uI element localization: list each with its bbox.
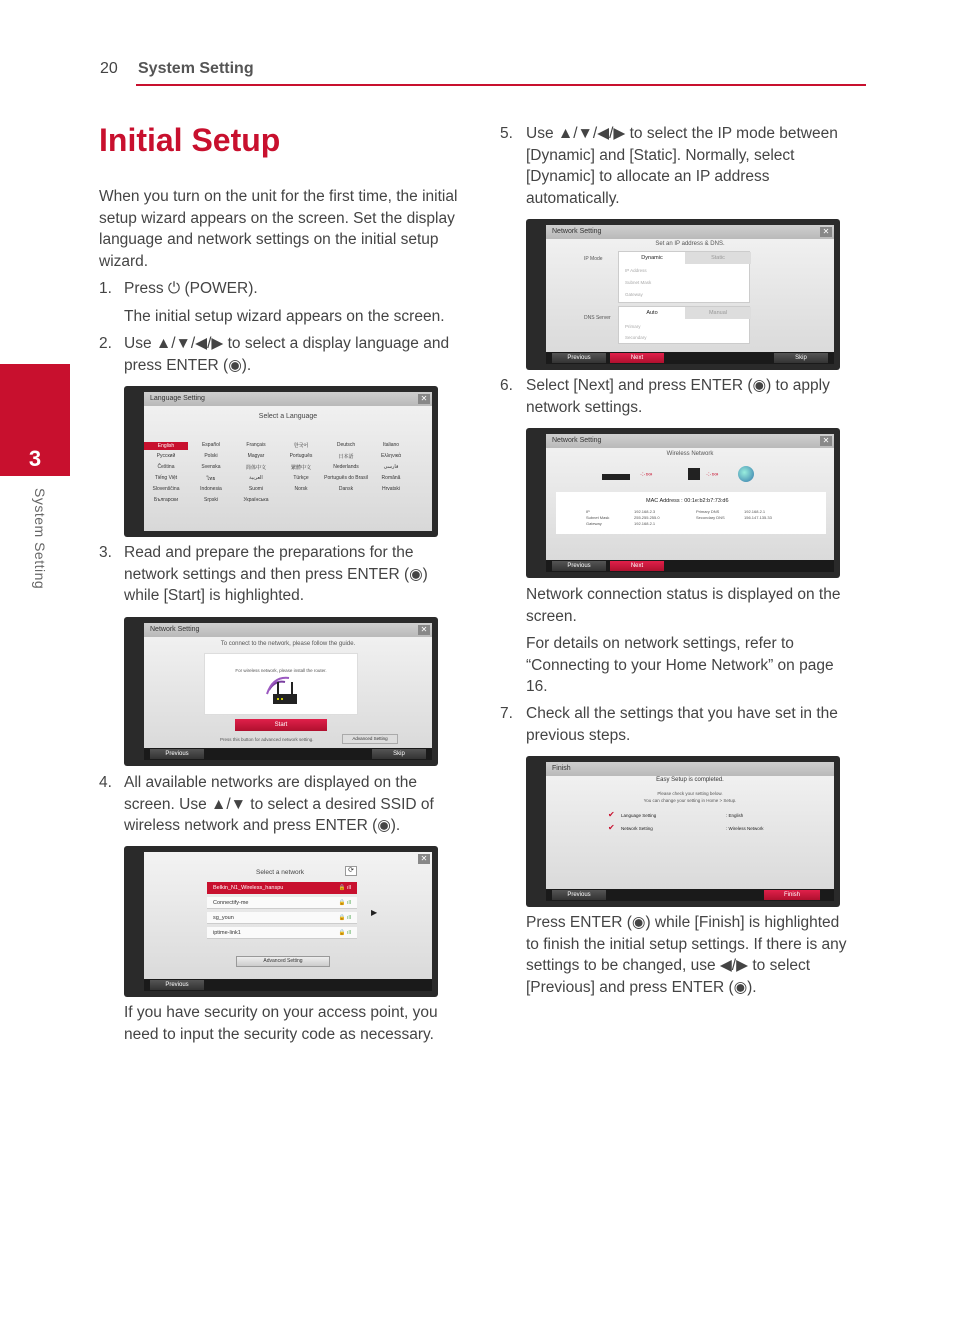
screen-heading: Wireless Network	[666, 451, 714, 457]
step-number: 7.	[500, 705, 513, 722]
dynamic-option[interactable]: Dynamic	[641, 255, 663, 261]
header-rule	[136, 84, 866, 86]
step-number: 6.	[500, 377, 513, 394]
subnet-mask-label: Subnet Mask	[625, 280, 652, 285]
lock-signal-icon: 🔒 ıll	[338, 900, 351, 906]
screen-heading: Set an IP address & DNS.	[655, 241, 725, 247]
signal-arrows-icon: ·:·»»	[706, 472, 719, 478]
language-option[interactable]: English	[144, 442, 188, 450]
language-option[interactable]: Español	[201, 442, 221, 448]
language-option[interactable]: Français	[246, 442, 266, 448]
mac-address: MAC Address : 00:1e:b2:b7:73:d6	[646, 498, 729, 504]
advanced-hint: Press this button for advanced network setting.	[220, 737, 314, 742]
check-icon: ✔	[608, 823, 615, 832]
language-option[interactable]: Български	[153, 497, 179, 503]
language-option[interactable]: Indonesia	[200, 486, 222, 492]
screen-heading: Select a Language	[258, 413, 318, 420]
subnet-label: Subnet Mask	[586, 515, 610, 520]
screen-heading: To connect to the network, please follow the guide.	[220, 641, 356, 647]
scroll-right-icon[interactable]: ▶	[371, 908, 378, 917]
step-text: Select [Next] and press ENTER (◉) to apply network settings.	[526, 377, 830, 416]
network-item-selected[interactable]: Belkin_N1_Wireless_hanspu 🔒 ıll	[207, 882, 357, 894]
language-option[interactable]: 简体中文	[245, 465, 266, 471]
advanced-setting-button[interactable]: Advanced Setting	[236, 956, 330, 967]
screen-title: Language Setting	[144, 392, 432, 406]
subnet-value: 255.255.255.0	[634, 515, 660, 520]
intro-paragraph: When you turn on the unit for the first time, the initial setup wizard appears on the screen. Set the display language and network settings on the initial setup wizard.	[99, 188, 458, 270]
previous-button[interactable]: Previous	[150, 980, 204, 990]
language-option[interactable]: Português	[289, 453, 313, 459]
language-option[interactable]: Deutsch	[336, 442, 356, 448]
signal-arrows-icon: ·:·»»	[640, 472, 653, 478]
lock-signal-icon: 🔒 ıll	[338, 885, 351, 891]
refresh-icon[interactable]: ⟳	[345, 866, 357, 876]
language-option[interactable]: Português do Brasil	[324, 475, 368, 481]
lock-signal-icon: 🔒 ıll	[338, 930, 351, 936]
section-header: System Setting	[138, 60, 254, 77]
ip-label: IP	[586, 509, 590, 514]
screen-title: Network Setting	[144, 623, 432, 637]
gateway-label: Gateway	[625, 292, 643, 297]
close-icon: ✕	[418, 394, 430, 404]
language-option[interactable]: ไทย	[206, 476, 216, 482]
screen-heading: Easy Setup is completed.	[656, 777, 724, 783]
language-setting-value: : English	[726, 813, 744, 818]
router-panel	[204, 653, 358, 715]
finish-button[interactable]: Finish	[764, 890, 820, 900]
dns-panel	[618, 306, 750, 344]
network-item[interactable]: sg_youn 🔒 ıll	[207, 912, 357, 924]
network-item[interactable]: iptime-link1 🔒 ıll	[207, 927, 357, 939]
player-icon	[602, 474, 630, 480]
check-icon: ✔	[608, 810, 615, 819]
previous-button[interactable]: Previous	[150, 749, 204, 759]
chapter-number: 3	[28, 446, 42, 471]
language-setting-label: Language Setting	[621, 813, 657, 818]
step-subtext: The initial setup wizard appears on the screen.	[124, 308, 445, 325]
language-option[interactable]: Suomi	[248, 486, 264, 492]
step-text: Use ▲/▼/◀/▶ to select a display language and press ENTER (◉).	[124, 335, 450, 374]
language-option[interactable]: العربية	[249, 475, 263, 481]
lock-signal-icon: 🔒 ıll	[338, 915, 351, 921]
language-option[interactable]: Русский	[156, 453, 176, 459]
previous-button[interactable]: Previous	[552, 561, 606, 571]
step-number: 1.	[99, 280, 112, 297]
step-number: 2.	[99, 335, 112, 352]
network-setting-value: : Wireless Network	[726, 826, 764, 831]
page-number: 20	[100, 60, 118, 77]
gateway-value: 192.168.2.1	[634, 521, 656, 526]
language-setting-screenshot	[124, 386, 438, 537]
step-text: Read and prepare the preparations for the network settings and then press ENTER (◉) while [Start] is highlighted.	[124, 544, 428, 604]
router-icon	[263, 676, 303, 710]
close-icon: ✕	[418, 625, 430, 635]
auto-option[interactable]: Auto	[646, 310, 658, 316]
step-text: Use ▲/▼/◀/▶ to select the IP mode between [Dynamic] and [Static]. Normally, select [Dynamic] to allocate an IP address automatically.	[526, 125, 838, 207]
dns-server-label: DNS Server	[584, 315, 611, 321]
primary-dns-value: 192.168.2.1	[744, 509, 766, 514]
primary-label: Primary	[625, 324, 641, 329]
screen-title: Network Setting	[546, 434, 834, 448]
screen-heading: Select a network	[256, 869, 305, 876]
step-after-text: Press ENTER (◉) while [Finish] is highlighted to finish the initial setup settings. If there is any settings to be changed, use ◀/▶ to select [Previous] and press ENTER (◉).	[526, 914, 847, 996]
screen-title: Network Setting	[546, 225, 834, 239]
language-option[interactable]: 日本語	[338, 454, 354, 460]
next-button[interactable]: Next	[610, 353, 664, 363]
language-option[interactable]: Nederlands	[333, 464, 359, 470]
skip-button[interactable]: Skip	[774, 353, 828, 363]
network-item[interactable]: Connectify-me 🔒 ıll	[207, 897, 357, 909]
language-option[interactable]: Українська	[243, 497, 269, 503]
advanced-setting-button[interactable]: Advanced Setting	[342, 734, 398, 744]
next-button[interactable]: Next	[610, 561, 664, 571]
language-option[interactable]: 繁體中文	[290, 465, 311, 471]
ip-address-label: IP Address	[625, 268, 647, 273]
language-option[interactable]: Magyar	[247, 453, 265, 459]
previous-button[interactable]: Previous	[552, 353, 606, 363]
step-text: All available networks are displayed on the screen. Use ▲/▼ to select a desired SSID of wireless network and press ENTER (◉).	[124, 774, 434, 834]
language-option[interactable]: Română	[381, 475, 401, 481]
finish-screenshot	[526, 756, 840, 907]
page-title: Initial Setup	[99, 122, 281, 158]
language-option[interactable]: Tiếng Việt	[154, 475, 178, 481]
static-option[interactable]: Static	[685, 252, 751, 264]
language-option[interactable]: فارسی	[383, 464, 399, 470]
secondary-label: Secondary	[625, 335, 647, 340]
step-after-text: If you have security on your access point, you need to input the security code as necessary.	[124, 1004, 438, 1043]
close-icon: ✕	[820, 436, 832, 446]
ip-panel	[618, 251, 750, 303]
close-icon: ✕	[820, 227, 832, 237]
router-icon	[688, 468, 700, 480]
step-number: 3.	[99, 544, 112, 561]
language-option[interactable]: Dansk	[338, 486, 354, 492]
network-setting-label: Network Setting	[621, 826, 653, 831]
wireless-status-screenshot	[526, 428, 840, 578]
language-option[interactable]: Ελληνικά	[380, 453, 402, 459]
select-network-screenshot	[124, 846, 438, 997]
language-option[interactable]: Italiano	[382, 442, 400, 448]
step-after-text: Network connection status is displayed on the screen.	[526, 586, 841, 625]
finish-sub1: Please check your setting below.	[657, 791, 723, 796]
language-option[interactable]: 한국어	[293, 443, 309, 449]
language-option[interactable]: Srpski	[204, 497, 218, 503]
language-option[interactable]: Polski	[204, 453, 218, 459]
secondary-dns-value: 156.147.135.33	[744, 515, 772, 520]
step-number: 5.	[500, 125, 513, 142]
language-option[interactable]: Norsk	[294, 486, 308, 492]
status-panel	[556, 492, 826, 534]
network-guide-screenshot	[124, 617, 438, 766]
finish-sub2: You can change your setting in Home > Setup.	[643, 798, 737, 803]
language-option[interactable]: Svenska	[201, 464, 221, 470]
skip-button[interactable]: Skip	[372, 749, 426, 759]
start-button[interactable]: Start	[235, 719, 327, 731]
screen-title: Finish	[546, 762, 834, 776]
secondary-dns-label: Secondary DNS	[696, 515, 725, 520]
ip-value: 192.168.2.3	[634, 509, 656, 514]
ip-setting-screenshot	[526, 219, 840, 370]
language-option[interactable]: Hrvatski	[381, 486, 401, 492]
gateway-label: Gateway	[586, 521, 602, 526]
ip-mode-label: IP Mode	[584, 256, 603, 262]
language-option[interactable]: Türkçe	[293, 475, 309, 481]
router-hint: For wireless network, please install the router.	[235, 668, 327, 673]
step-after-text: For details on network settings, refer to “Connecting to your Home Network” on page 16.	[526, 635, 834, 695]
close-icon: ✕	[418, 854, 430, 864]
manual-option[interactable]: Manual	[685, 307, 751, 319]
primary-dns-label: Primary DNS	[696, 509, 720, 514]
language-option[interactable]: Slovenščina	[152, 486, 180, 492]
language-option[interactable]: Čeština	[157, 464, 175, 470]
chapter-label: System Setting	[32, 488, 48, 590]
step-text: Press ⏻ (POWER).	[124, 280, 258, 297]
step-number: 4.	[99, 774, 112, 791]
step-text: Check all the settings that you have set in the previous steps.	[526, 705, 838, 744]
globe-icon	[738, 466, 754, 482]
previous-button[interactable]: Previous	[552, 890, 606, 900]
